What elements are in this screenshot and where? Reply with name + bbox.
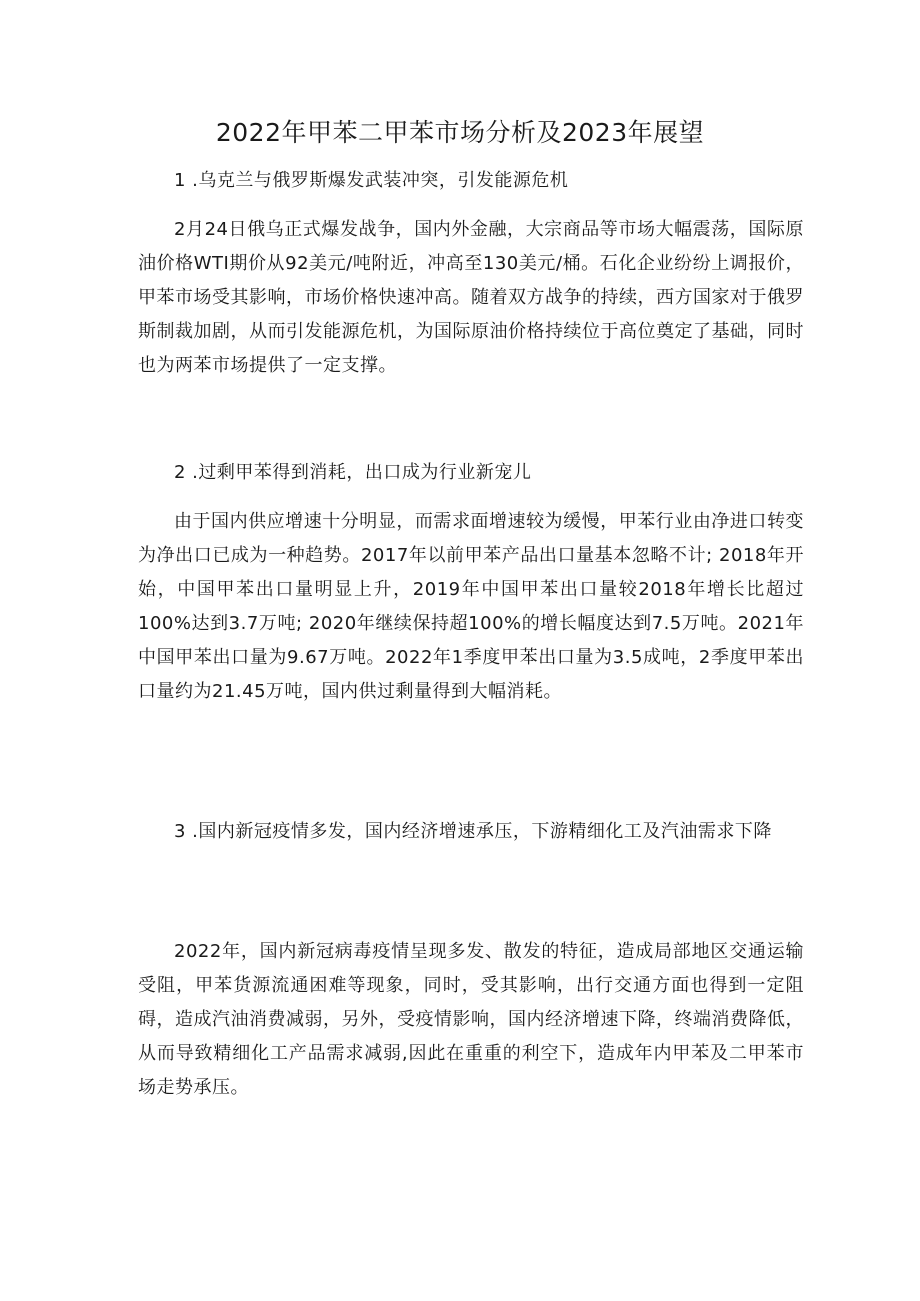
section-1-body: 2月24日俄乌正式爆发战争，国内外金融，大宗商品等市场大幅震荡，国际原油价格WTI期价从92美元/吨附近，冲高至130美元/桶。石化企业纷纷上调报价，甲苯市场受其影响，市场价格快速冲高。随着双方战争的持续，西方国家对于俄罗斯制裁加剧，从而引发能源危机，为国际原油价格持续位于高位奠定了基础，同时也为两苯市场提供了一定支撑。 xyxy=(138,219,804,376)
section-2-heading: 2 .过剩甲苯得到消耗，出口成为行业新宠儿 xyxy=(174,462,532,483)
section-1-heading: 1 .乌克兰与俄罗斯爆发武装冲突，引发能源危机 xyxy=(174,170,569,191)
section-3-body: 2022年，国内新冠病毒疫情呈现多发、散发的特征，造成局部地区交通运输受阻，甲苯货源流通困难等现象，同时，受其影响，出行交通方面也得到一定阻碍，造成汽油消费减弱，另外，受疫情影响，国内经济增速下降，终端消费降低，从而导致精细化工产品需求减弱,因此在重重的利空下，造成年内甲苯及二甲苯市场走势承压。 xyxy=(138,941,804,1098)
section-2-body: 由于国内供应增速十分明显，而需求面增速较为缓慢，甲苯行业由净进口转变为净出口已成为一种趋势。2017年以前甲苯产品出口量基本忽略不计; 2018年开始，中国甲苯出口量明显上升，2019年中国甲苯出口量较2018年增长比超过100%达到3.7万吨; 2020年继续保持超100%的增长幅度达到7.5万吨。2021年中国甲苯出口量为9.67万吨。2022年1季度甲苯出口量为3.5成吨，2季度甲苯出口量约为21.45万吨，国内供过剩量得到大幅消耗。 xyxy=(138,511,804,702)
section-3-heading: 3 .国内新冠疫情多发，国内经济增速承压，下游精细化工及汽油需求下降 xyxy=(174,821,772,842)
document-title: 2022年甲苯二甲苯市场分析及2023年展望 xyxy=(215,118,705,147)
